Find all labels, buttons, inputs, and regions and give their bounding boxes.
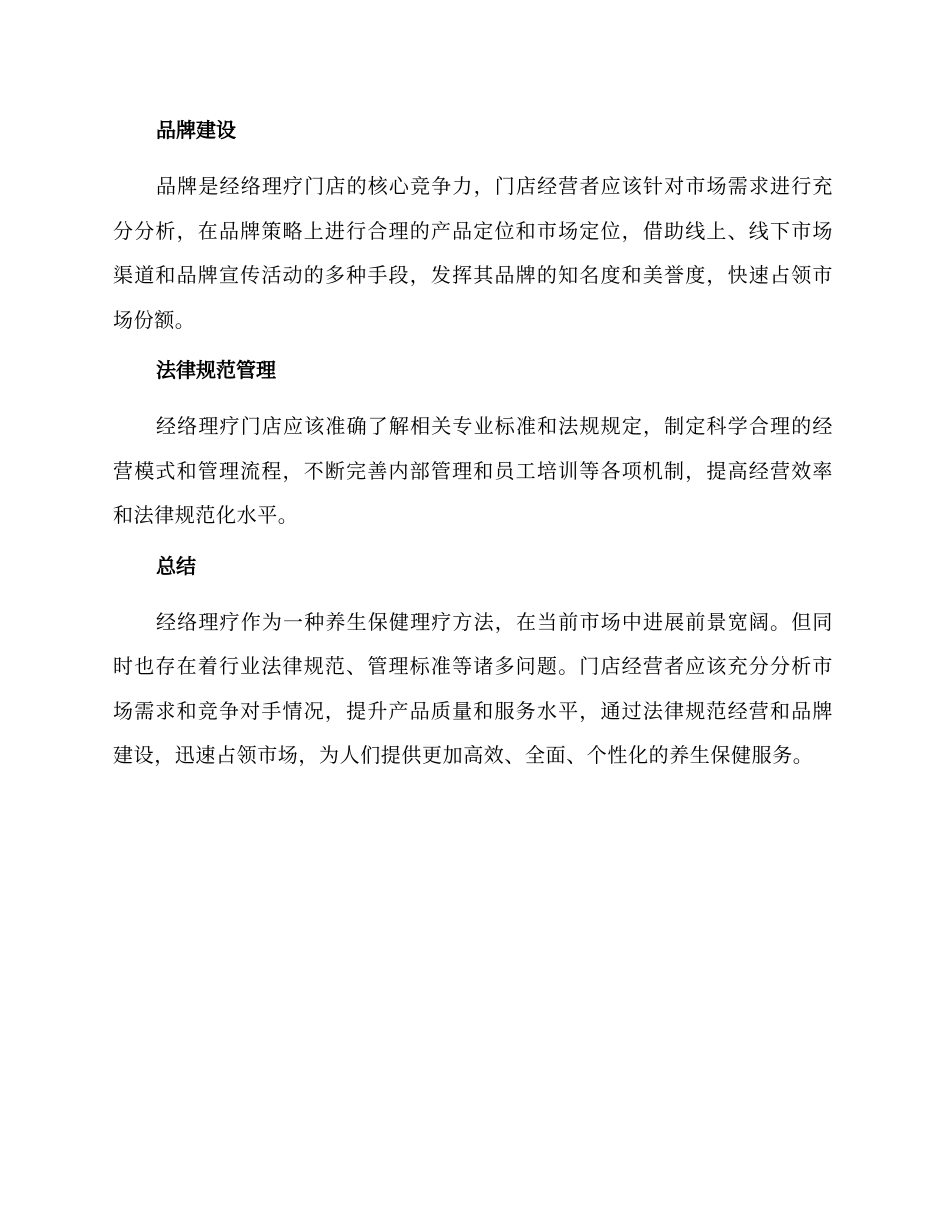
document-body: [113, 108, 833, 778]
section-paragraph-brand: 品牌是经络理疗门店的核心竞争力，门店经营者应该针对市场需求进行充分分析，在品牌策略上进行合理的产品定位和市场定位，借助线上、线下市场渠道和品牌宣传活动的多种手段，发挥其品牌的知名度和美誉度，快速占领市场份额。: [113, 174, 833, 332]
section-heading-summary: 总结: [156, 553, 196, 578]
section-heading-brand: 品牌建设: [156, 118, 236, 142]
section-paragraph-legal: 经络理疗门店应该准确了解相关专业标准和法规规定，制定科学合理的经营模式和管理流程，不断完善内部管理和员工培训等各项机制，提高经营效率和法律规范化水平。: [113, 414, 833, 527]
section-heading-legal: 法律规范管理: [156, 358, 276, 382]
section-paragraph-summary: 经络理疗作为一种养生保健理疗方法，在当前市场中进展前景宽阔。但同时也存在着行业法律规范、管理标准等诸多问题。门店经营者应该充分分析市场需求和竞争对手情况，提升产品质量和服务水平，通过法律规范经营和品牌建设，迅速占领市场，为人们提供更加高效、全面、个性化的养生保健服务。: [113, 609, 833, 767]
